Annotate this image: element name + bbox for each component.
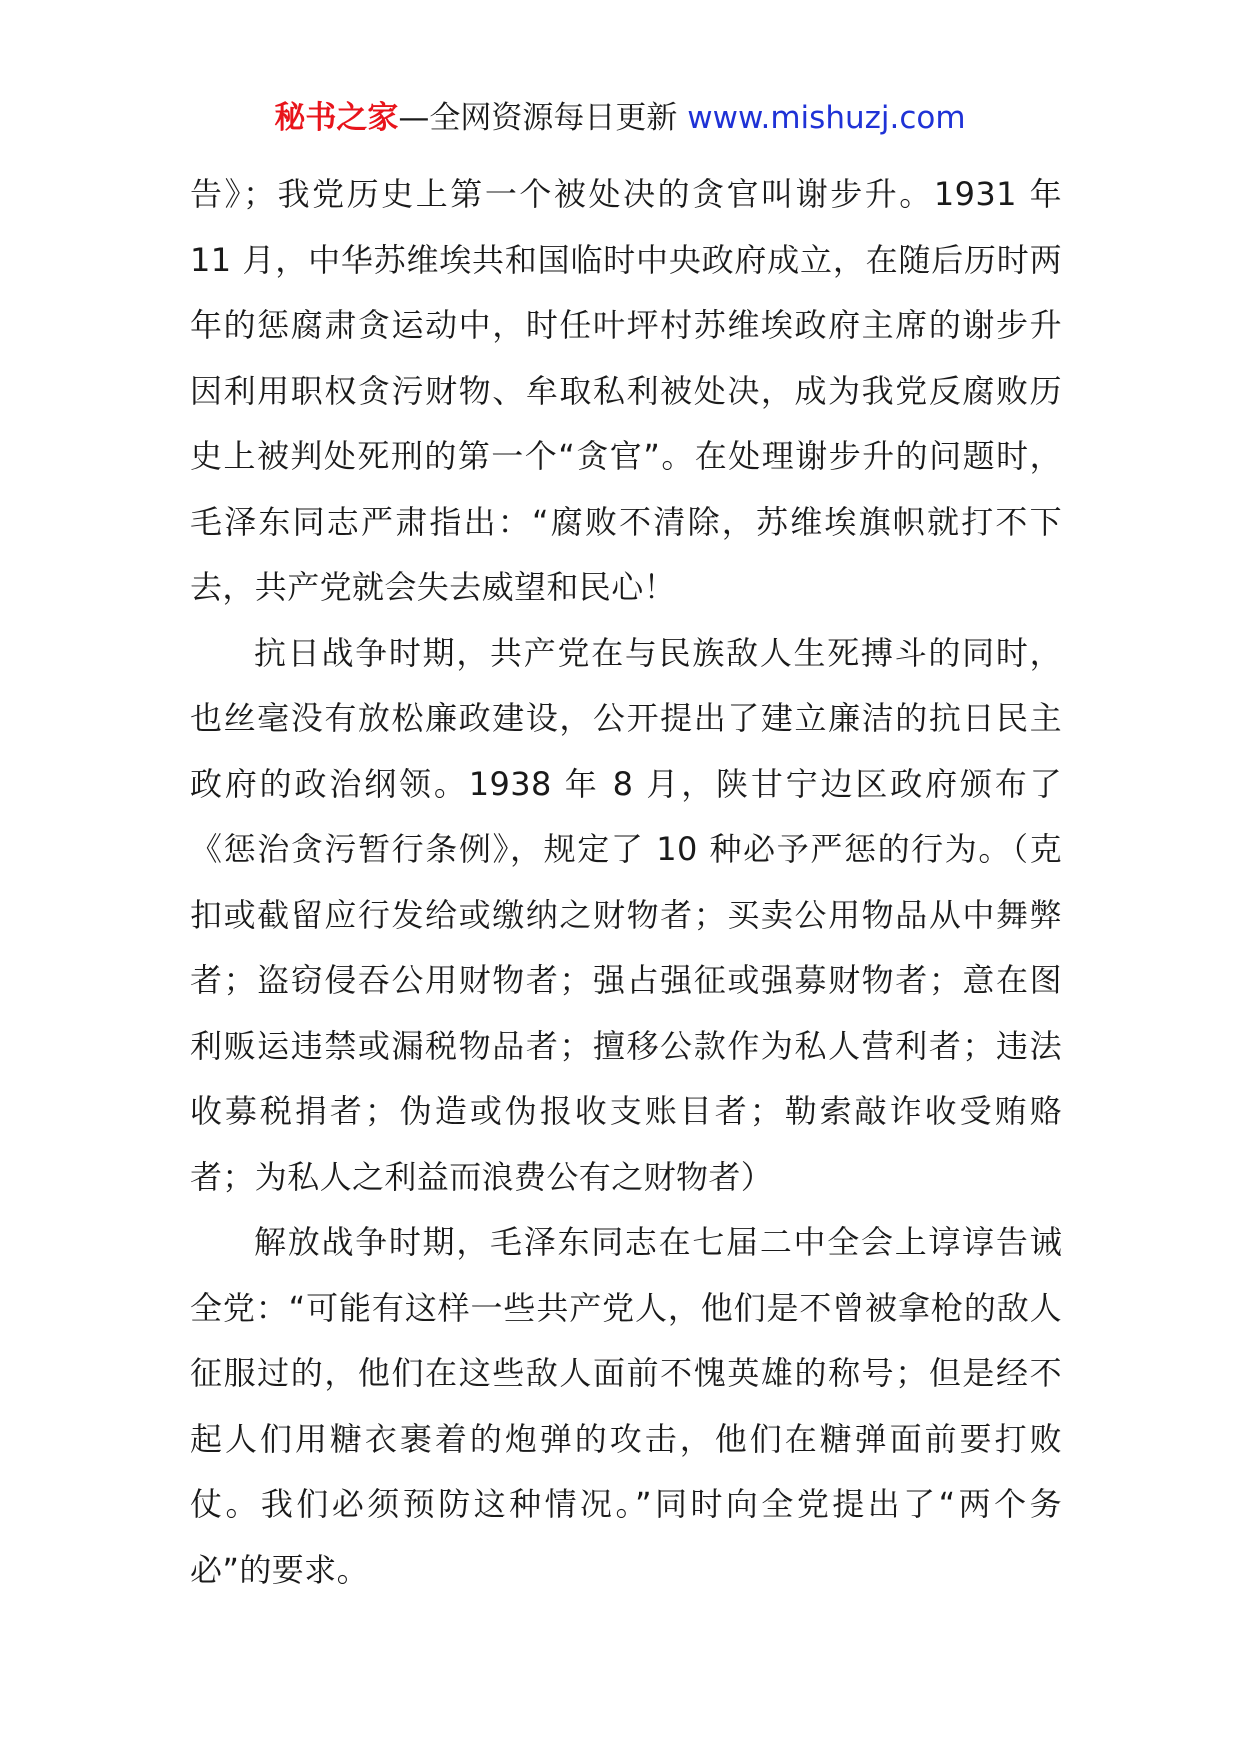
- document-body: [190, 162, 1062, 1603]
- paragraph-continued: 告》；我党历史上第一个被处决的贪官叫谢步升。1931 年 11 月，中华苏维埃共和国临时中央政府成立，在随后历时两年的惩腐肃贪运动中，时任叶坪村苏维埃政府主席的谢步升因利用职权贪污财物、牟取私利被处决，成为我党反腐败历史上被判处死刑的第一个“贪官”。在处理谢步升的问题时，毛泽东同志严肃指出：“腐败不清除，苏维埃旗帜就打不下去，共产党就会失去威望和民心！: [190, 175, 1062, 606]
- site-url-link[interactable]: www.mishuzj.com: [687, 100, 966, 136]
- brand-name: 秘书之家: [274, 100, 399, 136]
- paragraph-liberation-war: 解放战争时期，毛泽东同志在七届二中全会上谆谆告诫全党：“可能有这样一些共产党人，他们是不曾被拿枪的敌人征服过的，他们在这些敌人面前不愧英雄的称号；但是经不起人们用糖衣裹着的炮弹的攻击，他们在糖弹面前要打败仗。我们必须预防这种情况。”同时向全党提出了“两个务必”的要求。: [190, 1223, 1062, 1589]
- paragraph-anti-japanese-war: 抗日战争时期，共产党在与民族敌人生死搏斗的同时，也丝毫没有放松廉政建设，公开提出了建立廉洁的抗日民主政府的政治纲领。1938 年 8 月，陕甘宁边区政府颁布了《惩治贪污暂行条例》，规定了 10 种必予严惩的行为。（克扣或截留应行发给或缴纳之财物者；买卖公用物品从中舞弊者；盗窃侵吞公用财物者；强占强征或强募财物者；意在图利贩运违禁或漏税物品者；擅移公款作为私人营利者；违法收募税捐者；伪造或伪报收支账目者；勒索敲诈收受贿赂者；为私人之利益而浪费公有之财物者）: [190, 633, 1062, 1196]
- page-header: [0, 96, 1240, 140]
- header-tagline: —全网资源每日更新: [398, 100, 688, 136]
